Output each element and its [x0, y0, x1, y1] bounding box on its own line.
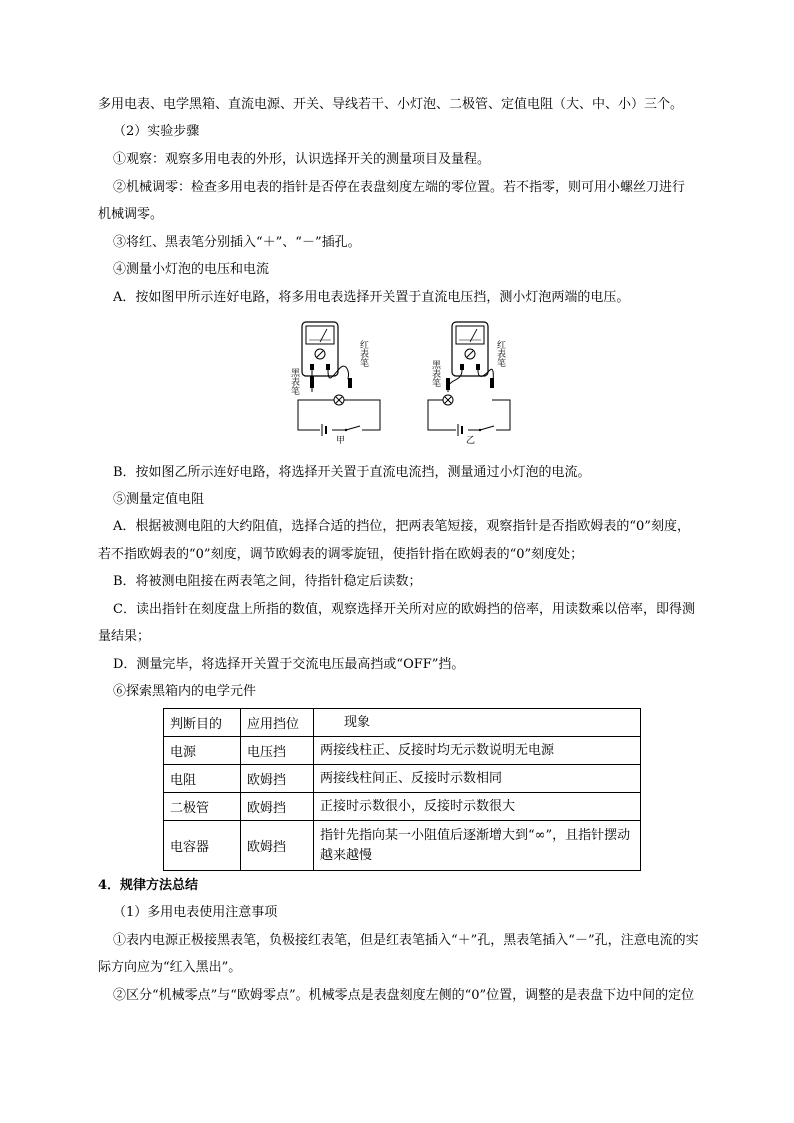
table-row	[164, 737, 641, 765]
table-cell: 两接线柱正、反接时均无示数说明无电源	[314, 737, 641, 765]
table-cell: 电容器	[164, 821, 241, 871]
subsection-1-heading: （1）多用电表使用注意事项	[113, 905, 278, 920]
red-probe-label-a: 红表笔	[358, 340, 368, 367]
table-cell: 电阻	[164, 765, 241, 793]
step-5b: B．将被测电阻接在两表笔之间，待指针稳定后读数；	[113, 574, 422, 589]
step-5-heading: ⑤测量定值电阻	[113, 492, 205, 507]
black-box-table	[163, 708, 641, 871]
multimeter-b	[452, 322, 488, 376]
step-2-zeroing-cont: 机械调零。	[98, 207, 164, 222]
step-4b: B．按如图乙所示连好电路，将选择开关置于直流电流挡，测量通过小灯泡的电流。	[113, 465, 591, 480]
table-cell: 电压挡	[241, 737, 314, 765]
note-1-cont: 际方向应为“红入黑出”。	[98, 960, 242, 975]
note-2: ②区分“机械零点”与“欧姆零点”。机械零点是表盘刻度左侧的“0”位置，调整的是表盘下边中间的定位	[113, 988, 695, 1003]
step-5a: A．根据被测电阻的大约阻值，选择合适的挡位，把两表笔短接，观察指针是否指欧姆表的“0”刻度，	[113, 519, 690, 534]
table-cell: 指针先指向某一小阻值后逐渐增大到“∞”，且指针摆动越来越慢	[314, 821, 641, 871]
table-cell: 两接线柱间正、反接时示数相同	[314, 765, 641, 793]
table-header-row	[164, 709, 641, 737]
table-cell: 电源	[164, 737, 241, 765]
step-5a-cont: 若不指欧姆表的“0”刻度，调节欧姆表的调零旋钮，使指针指在欧姆表的“0”刻度处；	[98, 547, 584, 562]
step-5c-cont: 量结果；	[98, 629, 151, 644]
step-6-heading: ⑥探索黑箱内的电学元件	[113, 684, 257, 699]
table-cell: 欧姆挡	[241, 765, 314, 793]
step-3-insert-probes: ③将红、黑表笔分别插入“＋”、“－”插孔。	[113, 235, 361, 250]
table-cell: 欧姆挡	[241, 793, 314, 821]
table-header: 现象	[314, 709, 641, 737]
table-header: 应用挡位	[241, 709, 314, 737]
table-row	[164, 821, 641, 871]
section-heading-steps: （2）实验步骤	[113, 124, 200, 139]
step-4a: A．按如图甲所示连好电路，将多用电表选择开关置于直流电压挡，测小灯泡两端的电压。	[113, 290, 630, 305]
multimeter-a	[302, 322, 338, 376]
black-probe-label-a: 黑表笔	[289, 368, 299, 395]
circuit-figure	[280, 316, 540, 446]
section-4-heading: 4．规律方法总结	[98, 878, 199, 893]
figure-label-b: 乙	[466, 436, 476, 446]
table-row	[164, 765, 641, 793]
table-cell: 欧姆挡	[241, 821, 314, 871]
step-5d: D．测量完毕，将选择开关置于交流电压最高挡或“OFF”挡。	[113, 657, 465, 672]
step-1-observe: ①观察：观察多用电表的外形，认识选择开关的测量项目及量程。	[113, 152, 491, 167]
step-5c: C．读出指针在刻度盘上所指的数值，观察选择开关所对应的欧姆挡的倍率，用读数乘以倍率，即得测	[113, 602, 695, 617]
figure-label-a: 甲	[336, 436, 346, 446]
materials-line: 多用电表、电学黑箱、直流电源、开关、导线若干、小灯泡、二极管、定值电阻（大、中、小）三个。	[98, 97, 684, 112]
table-header: 判断目的	[164, 709, 241, 737]
table-cell: 正接时示数很小，反接时示数很大	[314, 793, 641, 821]
step-4-heading: ④测量小灯泡的电压和电流	[113, 262, 270, 277]
note-1: ①表内电源正极接黑表笔，负极接红表笔，但是红表笔插入“＋”孔，黑表笔插入“－”孔，注意电流的实	[113, 933, 699, 948]
step-2-zeroing: ②机械调零：检查多用电表的指针是否停在表盘刻度左端的零位置。若不指零，则可用小螺丝刀进行	[113, 180, 686, 195]
red-probe-label-b: 红表笔	[495, 340, 505, 367]
black-probe-label-b: 黑表笔	[430, 360, 440, 387]
table-cell: 二极管	[164, 793, 241, 821]
table-row	[164, 793, 641, 821]
